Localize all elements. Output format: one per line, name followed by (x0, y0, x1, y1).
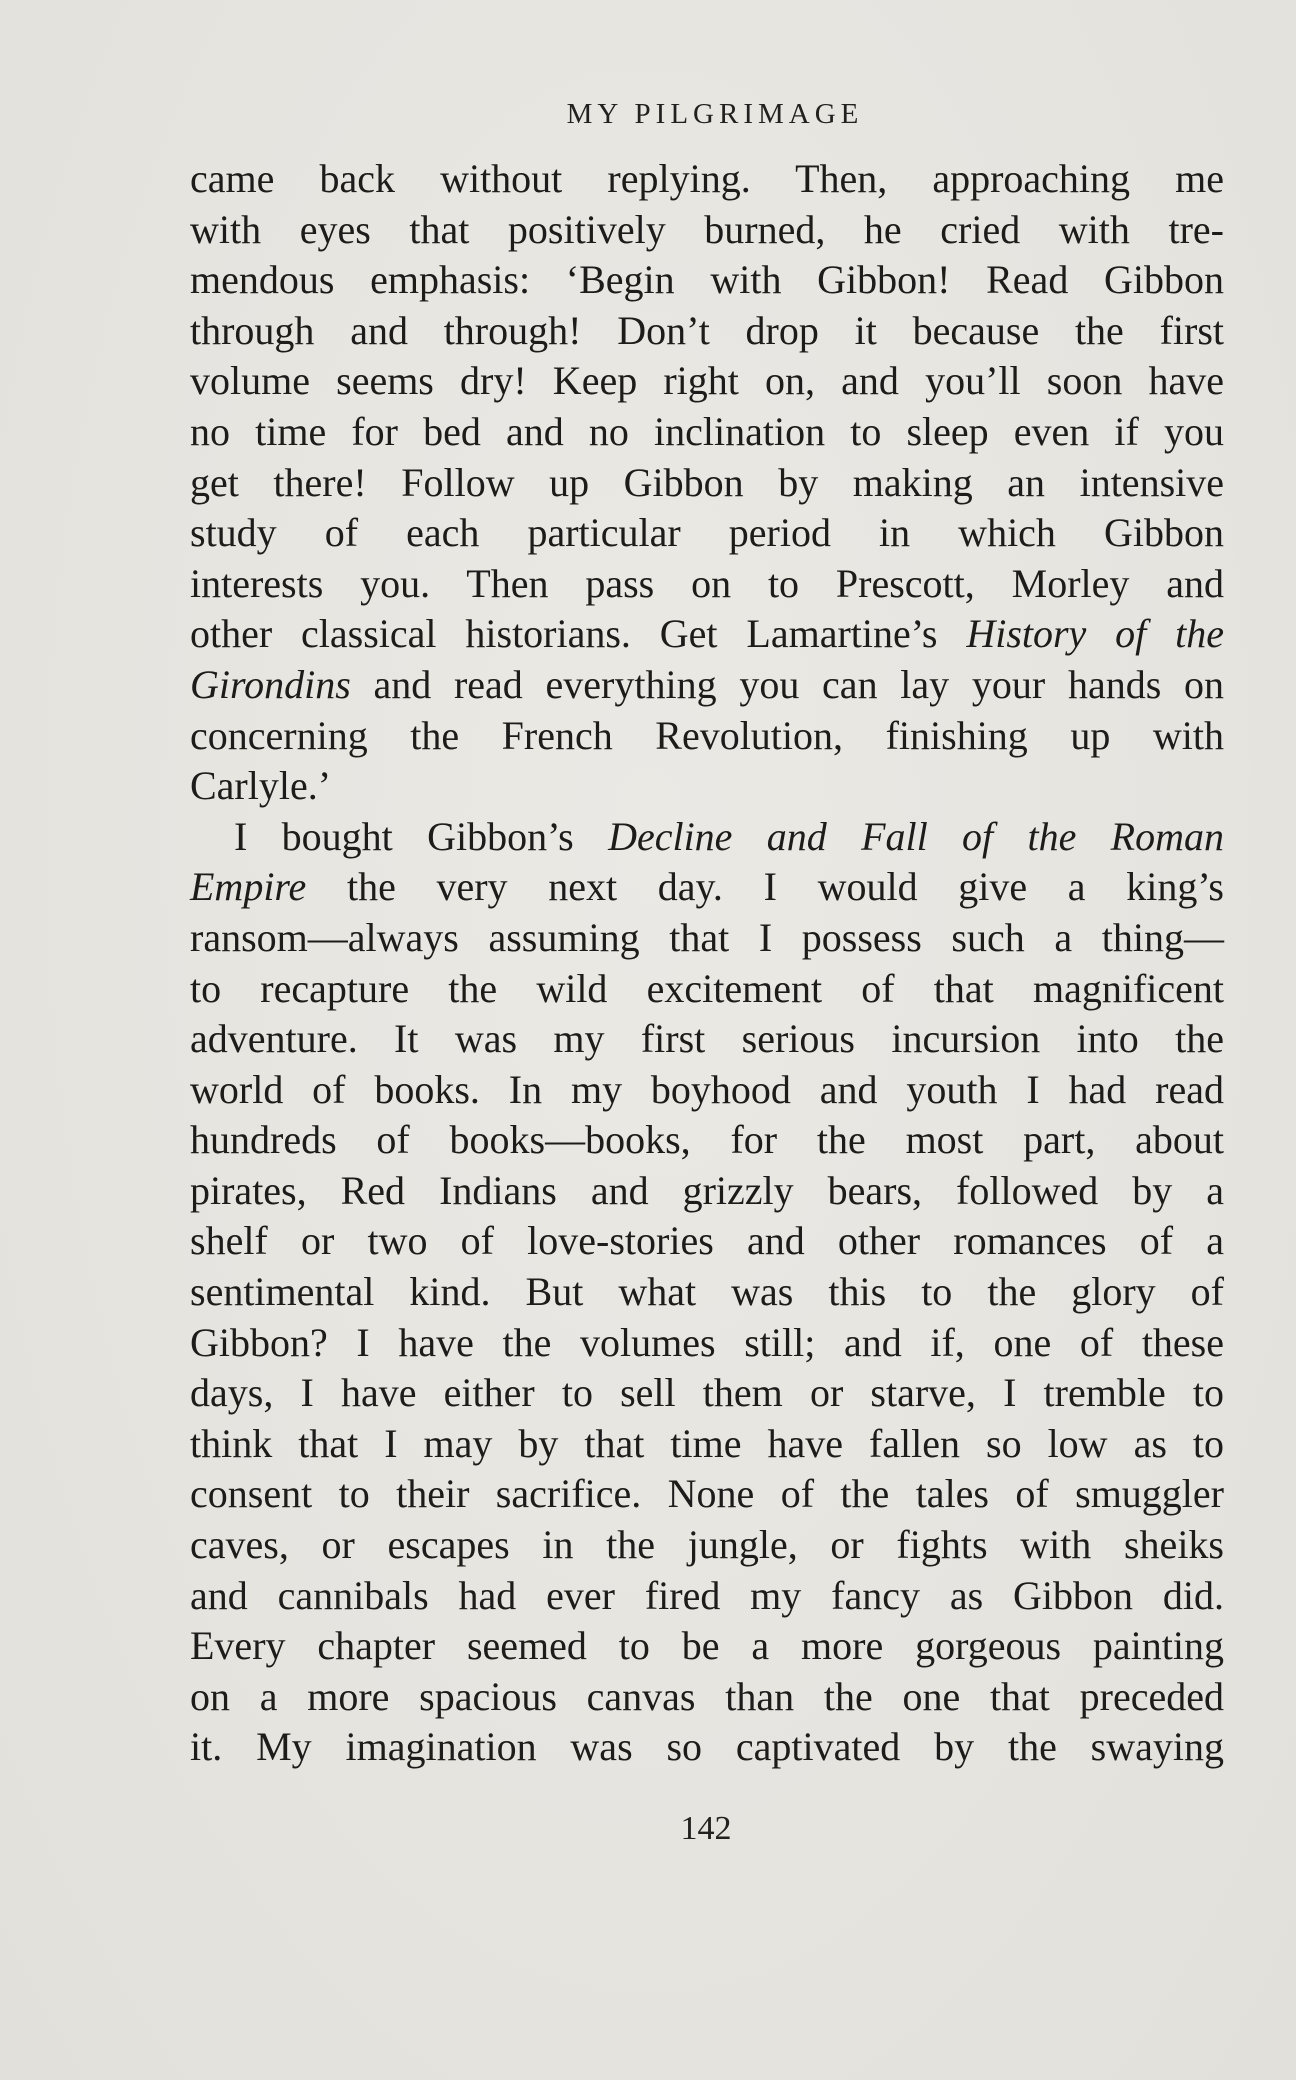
text-segment: through and through! Don’t drop it because the first (190, 307, 1224, 353)
text-line (190, 508, 1224, 559)
text-segment: came back without replying. Then, approaching me (190, 156, 1224, 201)
text-segment: shelf or two of love-stories and other romances of a (190, 1218, 1224, 1264)
text-line (190, 1419, 1224, 1470)
text-line (190, 913, 1224, 964)
text-line (190, 1216, 1224, 1267)
text-segment: world of books. In my boyhood and youth I had read (190, 1066, 1224, 1112)
text-line (190, 1318, 1224, 1369)
text-line (190, 862, 1224, 913)
italic-title: Empire (190, 864, 307, 910)
text-segment: study of each particular period in which Gibbon (190, 510, 1224, 556)
text-segment: on a more spacious canvas than the one that preceded (190, 1673, 1224, 1719)
text-segment: caves, or escapes in the jungle, or fights with sheiks (190, 1522, 1224, 1568)
text-line (190, 1115, 1224, 1166)
text-segment: sentimental kind. But what was this to the glory of (190, 1269, 1224, 1315)
text-line (190, 154, 1224, 205)
text-segment: no time for bed and no inclination to sleep even if you (190, 408, 1224, 454)
text-line (190, 1469, 1224, 1520)
text-segment: adventure. It was my first serious incursion into the (190, 1016, 1224, 1062)
text-line (190, 1014, 1224, 1065)
text-line (190, 356, 1224, 407)
text-line (190, 1520, 1224, 1571)
text-line (190, 306, 1224, 357)
text-segment: pirates, Red Indians and grizzly bears, followed by a (190, 1167, 1224, 1213)
text-segment: and cannibals had ever fired my fancy as Gibbon did. (190, 1572, 1224, 1618)
text-line (190, 559, 1224, 610)
text-segment: consent to their sacrifice. None of the tales of smuggler (190, 1471, 1224, 1517)
text-segment: to recapture the wild excitement of that magnificent (190, 965, 1224, 1011)
text-segment: ransom—always assuming that I possess such a thing— (190, 914, 1224, 960)
text-line (190, 812, 1224, 863)
text-line (190, 660, 1224, 711)
page-number: 142 (680, 1810, 732, 1847)
text-line (190, 407, 1224, 458)
text-segment: days, I have either to sell them or starve, I tremble to (190, 1370, 1224, 1416)
text-line (190, 1571, 1224, 1622)
italic-title: History of the (966, 611, 1225, 657)
text-segment: concerning the French Revolution, finishing up with (190, 712, 1224, 758)
text-segment: with eyes that positively burned, he cried with tre- (190, 206, 1224, 252)
text-line (190, 1166, 1224, 1217)
text-line (190, 761, 1224, 812)
text-segment: and read everything you can lay your hands on (350, 661, 1224, 707)
text-line (190, 1621, 1224, 1672)
italic-title: Girondins (190, 661, 351, 707)
text-line (190, 964, 1224, 1015)
text-segment: the very next day. I would give a king’s (306, 864, 1224, 910)
text-segment: Every chapter seemed to be a more gorgeous painting (190, 1623, 1224, 1669)
text-segment: think that I may by that time have fallen so low as to (190, 1420, 1224, 1466)
text-segment: interests you. Then pass on to Prescott, Morley and (190, 560, 1224, 606)
text-segment: mendous emphasis: ‘Begin with Gibbon! Read Gibbon (190, 257, 1224, 303)
text-line (190, 1368, 1224, 1419)
text-line (190, 609, 1224, 660)
text-line (190, 1722, 1224, 1773)
text-line (190, 1065, 1224, 1116)
running-head: MY PILGRIMAGE (566, 98, 864, 130)
text-segment: Carlyle.’ (190, 763, 332, 809)
text-line (190, 255, 1224, 306)
text-line (190, 458, 1224, 509)
text-segment: it. My imagination was so captivated by the swaying (190, 1724, 1224, 1770)
italic-title: Decline and Fall of the Roman (608, 813, 1224, 859)
text-line (190, 205, 1224, 256)
text-segment: other classical historians. Get Lamartine’s (190, 611, 967, 657)
text-line (190, 1267, 1224, 1318)
text-segment: hundreds of books—books, for the most part, about (190, 1117, 1224, 1163)
text-segment: volume seems dry! Keep right on, and you’ll soon have (190, 358, 1224, 404)
text-segment: get there! Follow up Gibbon by making an intensive (190, 459, 1224, 505)
text-line (190, 711, 1224, 762)
text-segment: I bought Gibbon’s (234, 813, 609, 859)
text-line (190, 1672, 1224, 1723)
body-text (190, 154, 1224, 1773)
text-segment: Gibbon? I have the volumes still; and if, one of these (190, 1319, 1224, 1365)
